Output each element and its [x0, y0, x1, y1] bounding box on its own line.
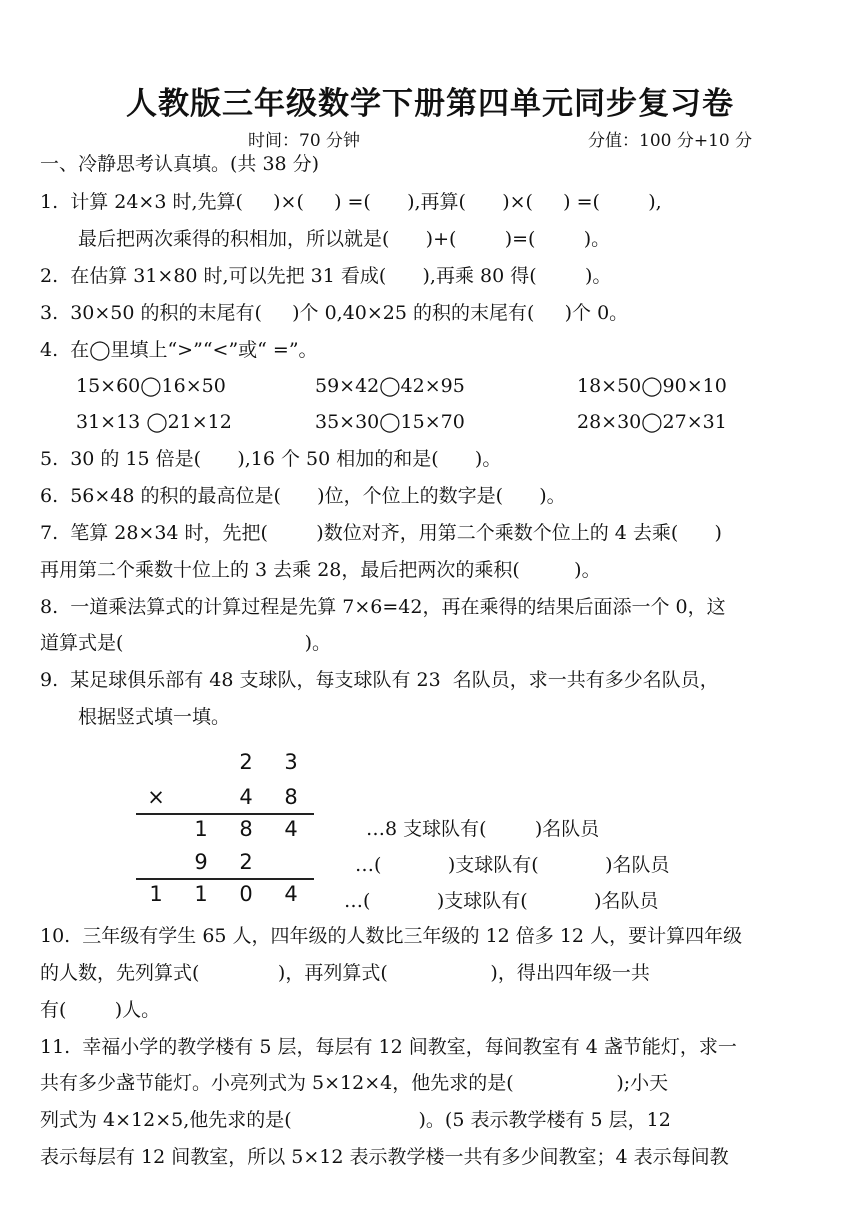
digit: 9 [194, 850, 208, 874]
compare-item: 15×60◯16×50 [76, 375, 226, 397]
digit: 1 [149, 882, 163, 906]
question-9-line-1: 9. 某足球俱乐部有 48 支球队，每支球队有 23 名队员，求一共有多少名队员， [40, 669, 719, 691]
digit: 3 [284, 750, 298, 774]
question-11-line-1: 11. 幸福小学的教学楼有 5 层，每层有 12 间教室，每间教室有 4 盏节能灯，求一 [40, 1036, 737, 1058]
digit: 8 [284, 785, 298, 809]
question-11-line-4: 表示每层有 12 间教室，所以 5×12 表示教学楼一共有多少间教室；4 表示每间教 [40, 1146, 729, 1168]
calc-note: …( )支球队有( )名队员 [344, 890, 659, 912]
question-10-line-1: 10. 三年级有学生 65 人，四年级的人数比三年级的 12 倍多 12 人，要计算四年级 [40, 925, 743, 947]
compare-item: 59×42◯42×95 [315, 375, 465, 397]
digit: 4 [239, 785, 253, 809]
question-3: 3. 30×50 的积的末尾有( )个 0,40×25 的积的末尾有( )个 0。 [40, 302, 629, 324]
calc-rule [136, 878, 314, 880]
compare-item: 35×30◯15×70 [315, 411, 465, 433]
score-info: 分值：100 分+10 分 [588, 131, 753, 151]
question-4: 4. 在◯里填上“>”“<”或“ =”。 [40, 339, 318, 361]
calc-note: …( )支球队有( )名队员 [355, 854, 670, 876]
calc-rule [136, 813, 314, 815]
digit: 2 [239, 750, 253, 774]
question-11-line-2: 共有多少盏节能灯。小亮列式为 5×12×4，他先求的是( );小天 [40, 1072, 669, 1094]
calc-note: …8 支球队有( )名队员 [366, 818, 600, 840]
digit: 4 [284, 882, 298, 906]
question-1-line-2: 最后把两次乘得的积相加，所以就是( )+( )=( )。 [78, 228, 611, 250]
question-8-line-1: 8. 一道乘法算式的计算过程是先算 7×6=42，再在乘得的结果后面添一个 0，这 [40, 596, 726, 618]
question-10-line-3: 有( )人。 [40, 999, 161, 1021]
digit: 2 [239, 850, 253, 874]
compare-item: 18×50◯90×10 [577, 375, 727, 397]
digit: 1 [194, 882, 208, 906]
question-10-line-2: 的人数，先列算式( )，再列算式( )，得出四年级一共 [40, 962, 650, 984]
page-title: 人教版三年级数学下册第四单元同步复习卷 [126, 86, 734, 122]
digit: 4 [284, 817, 298, 841]
vertical-multiplication [78, 745, 328, 915]
question-6: 6. 56×48 的积的最高位是( )位，个位上的数字是( )。 [40, 485, 566, 507]
digit: 1 [194, 817, 208, 841]
compare-item: 28×30◯27×31 [577, 411, 727, 433]
question-1-line-1: 1. 计算 24×3 时,先算( )×( ) =( ),再算( )×( ) =( ), [40, 191, 662, 213]
digit: 8 [239, 817, 253, 841]
question-7-line-1: 7. 笔算 28×34 时，先把( )数位对齐，用第二个乘数个位上的 4 去乘( ) [40, 522, 722, 544]
digit: 0 [239, 882, 253, 906]
time-info: 时间：70 分钟 [248, 131, 361, 151]
section-heading: 一、冷静思考认真填。(共 38 分) [40, 153, 320, 175]
compare-item: 31×13 ◯21×12 [76, 411, 232, 433]
question-2: 2. 在估算 31×80 时,可以先把 31 看成( ),再乘 80 得( )。 [40, 265, 612, 287]
question-5: 5. 30 的 15 倍是( ),16 个 50 相加的和是( )。 [40, 448, 502, 470]
multiply-sign: × [147, 785, 165, 809]
question-11-line-3: 列式为 4×12×5,他先求的是( )。(5 表示教学楼有 5 层，12 [40, 1109, 671, 1131]
question-8-line-2: 道算式是( )。 [40, 632, 332, 654]
question-9-line-2: 根据竖式填一填。 [78, 706, 231, 728]
question-7-line-2: 再用第二个乘数十位上的 3 去乘 28，最后把两次的乘积( )。 [40, 559, 601, 581]
